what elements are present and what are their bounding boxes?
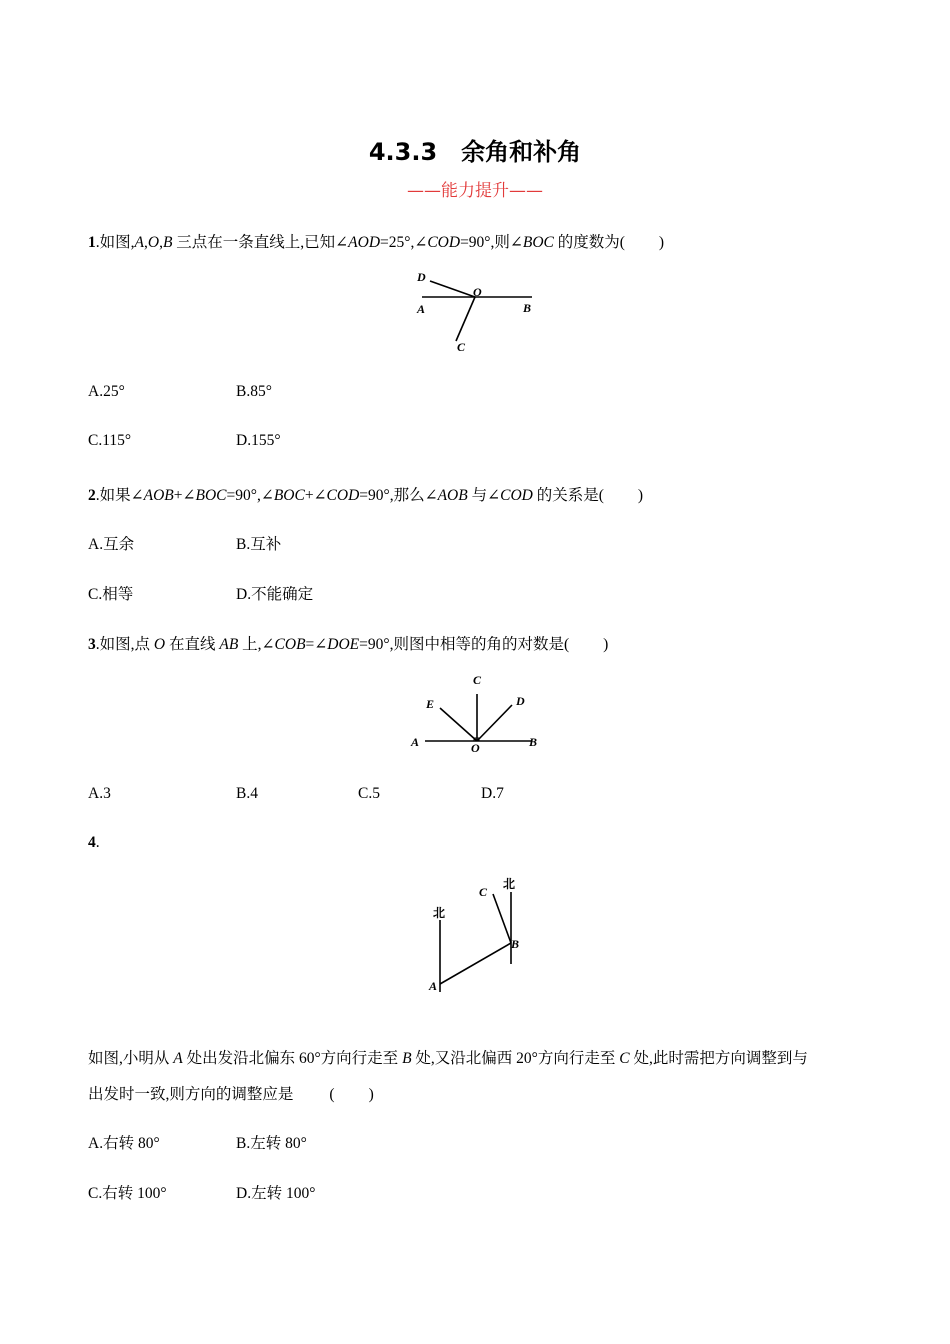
q3-option-c[interactable]: C.5 [358,785,380,802]
figure-q1-label-o: O [473,285,482,299]
q1-option-b[interactable]: B.85° [236,383,272,400]
figure-q3-label-a: A [411,735,420,749]
figure-q4-label-a: A [429,979,438,993]
figure-q3-label-e: E [426,697,435,711]
question-1-stem: 1.如图,A,O,B 三点在一条直线上,已知∠AOD=25°,∠COD=90°,则∠BOC 的度数为( ) [88,234,665,251]
figure-q1-label-c: C [457,340,466,354]
q2-option-c[interactable]: C.相等 [88,586,134,603]
q1-option-c[interactable]: C.115° [88,432,132,449]
question-number: 2 [88,487,96,504]
q4-option-b[interactable]: B.左转 80° [236,1135,307,1152]
question-4-number: 4. [88,834,100,851]
figure-q3-label-d: D [516,694,525,708]
section-heading: ——能力提升—— [407,181,543,201]
question-number: 1 [88,234,96,251]
q4-option-d[interactable]: D.左转 100° [236,1185,316,1202]
q1-option-a[interactable]: A.25° [88,383,125,400]
q4-option-a[interactable]: A.右转 80° [88,1135,160,1152]
q3-option-b[interactable]: B.4 [236,785,258,802]
question-4-stem-line-1: 如图,小明从 A 处出发沿北偏东 60°方向行走至 B 处,又沿北偏西 20°方向行走至 C 处,此时需把方向调整到与 [88,1050,808,1067]
q4-option-c[interactable]: C.右转 100° [88,1185,167,1202]
q3-option-a[interactable]: A.3 [88,785,111,802]
q2-option-a[interactable]: A.互余 [88,536,135,553]
q2-option-b[interactable]: B.互补 [236,536,282,553]
figure-q4 [420,872,530,998]
question-2-stem: 2.如果∠AOB+∠BOC=90°,∠BOC+∠COD=90°,那么∠AOB 与∠COD 的关系是( ) [88,487,644,504]
question-4-stem-line-2: 出发时一致,则方向的调整应是 ( ) [88,1086,374,1103]
figure-q3-label-b: B [529,735,538,749]
figure-q3-label-c: C [473,673,482,687]
figure-q3-label-o: O [471,741,480,755]
q3-option-d[interactable]: D.7 [481,785,504,802]
figure-q1 [405,266,545,358]
question-3-stem: 3.如图,点 O 在直线 AB 上,∠COB=∠DOE=90°,则图中相等的角的对数是( ) [88,636,609,653]
figure-q1-label-d: D [417,270,426,284]
question-number: 3 [88,636,96,653]
q2-option-d[interactable]: D.不能确定 [236,586,314,603]
figure-q4-north-a: 北 [433,906,446,920]
figure-q4-north-b: 北 [503,877,516,891]
figure-q3 [405,668,550,758]
figure-q4-label-c: C [479,885,488,899]
page-title: 4.3.3 余角和补角 [368,138,582,166]
figure-q4-label-b: B [511,937,520,951]
figure-q1-label-b: B [523,301,532,315]
q1-option-d[interactable]: D.155° [236,432,281,449]
figure-q1-label-a: A [417,302,426,316]
